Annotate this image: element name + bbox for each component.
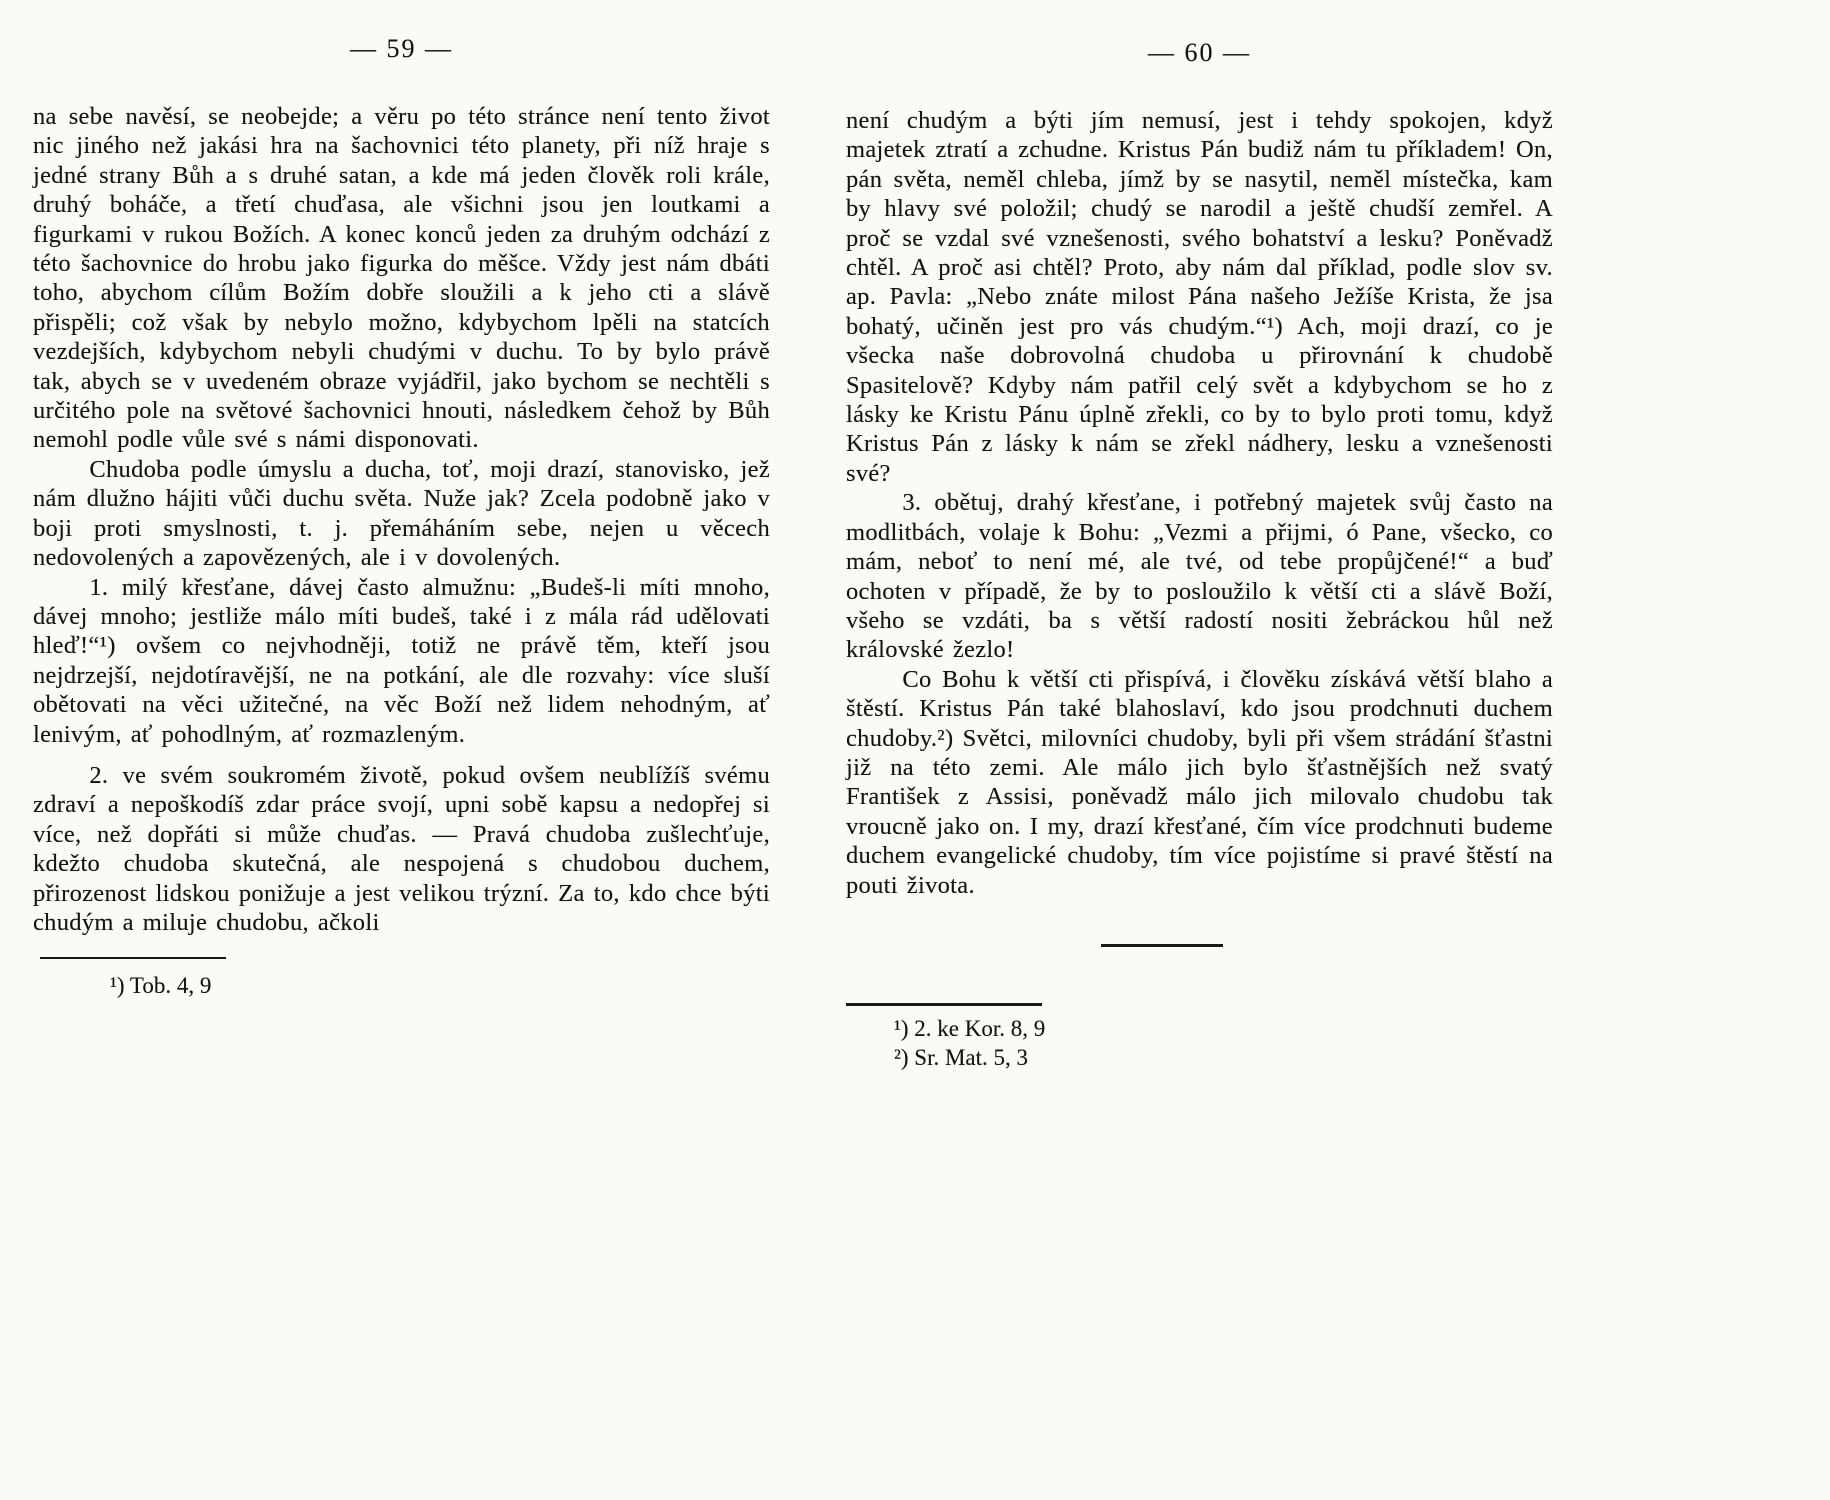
- footnote: ¹) Tob. 4, 9: [110, 973, 212, 999]
- footnote-rule: [846, 1003, 1042, 1006]
- footnote: ²) Sr. Mat. 5, 3: [894, 1044, 1029, 1070]
- paragraph: Chudoba podle úmyslu a ducha, toť, moji drazí, stanovisko, jež nám dlužno hájiti vůči duchu světa. Nuže jak? Zcela podobně jako v boji proti smyslnosti, t. j. přemáháním sebe, nejen u věcech nedovolených a zapovězených, ale i v dovolených.: [33, 455, 770, 572]
- footnote-rule: [40, 957, 226, 959]
- page-60: [846, 0, 1553, 1072]
- paragraph: 3. obětuj, drahý křesťane, i potřebný majetek svůj často na modlitbách, volaje k Bohu: „Vezmi a přijmi, ó Pane, všecko, co mám, neboť to není mé, ale tvé, od tebe propůjčené!“ a buď ochoten v případě, že by to posloužilo k větší cti a slávě Boží, všeho se vzdáti, ba s větší radostí nositi žebráckou hůl než královské žezlo!: [846, 489, 1553, 664]
- footnote-block-left: [33, 957, 770, 1000]
- paragraph: na sebe navěsí, se neobejde; a věru po této stránce není tento život nic jiného než jakási hra na šachovnici této planety, při níž hraje s jedné strany Bůh a s druhé satan, a kde má jeden člověk roli krále, druhý boháče, a třetí chuďasa, ale všichni jsou jen loutkami a figurkami v rukou Božích. A konec konců jeden za druhým odchází z této šachovnice do hrobu jako figurka do měšce. Vždy jest nám dbáti toho, abychom cílům Božím dobře sloužili a k jeho cti a slávě přispěli; což však by nebylo možno, kdybychom lpěli na statcích vezdejších, kdybychom nebyli chudými v duchu. To by bylo právě tak, abych se v uvedeném obraze vyjádřil, jako bychom se nechtěli s určitého pole na světové šachovnici hnouti, následkem čehož by Bůh nemohl podle vůle své s námi disponovati.: [33, 103, 770, 454]
- section-divider-rule: [1101, 944, 1223, 947]
- page-59: [33, 0, 770, 1000]
- paragraph: 1. milý křesťane, dávej často almužnu: „Budeš-li míti mnoho, dávej mnoho; jestliže málo míti budeš, také i z mála rád udělovati hleď!“¹) ovšem co nejvhodněji, totiž ne právě těm, kteří jsou nejdrzejší, nejdotíravější, ne na potkání, ale dle rozvahy: více sluší obětovati na věci užitečné, na věc Boží než lidem nehodným, ať lenivým, ať pohodlným, ať rozmazleným.: [33, 573, 770, 748]
- paragraph: 2. ve svém soukromém životě, pokud ovšem neublížíš svému zdraví a nepoškodíš zdar práce svojí, upni sobě kapsu a nedopřej si více, než dopřáti si může chuďas. — Pravá chudoba zušlechťuje, kdežto chudoba skutečná, ale nespojená s chudobou duchem, přirozenost lidskou ponižuje a jest velikou trýzní. Za to, kdo chce býti chudým a miluje chudobu, ačkoli: [33, 761, 770, 936]
- page-body-right: [846, 106, 1553, 900]
- page-number-left: — 59 —: [350, 34, 453, 63]
- footnote-block-right: [846, 1003, 1553, 1072]
- footnote: ¹) 2. ke Kor. 8, 9: [894, 1015, 1046, 1041]
- paragraph: Co Bohu k větší cti přispívá, i člověku získává větší blaho a štěstí. Kristus Pán také blahoslaví, kdo jsou prodchnuti duchem chudoby.²) Světci, milovníci chudoby, byli při všem strádání šťastni již na této zemi. Ale málo jich bylo šťastnějších než svatý František z Assisi, poněvadž málo jich milovalo chudobu tak vroucně jako on. I my, drazí křesťané, čím více prodchnuti budeme duchem evangelické chudoby, tím více pojistíme si pravé štěstí na pouti života.: [846, 665, 1553, 899]
- page-body-left: [33, 102, 770, 937]
- page-number-right: — 60 —: [1148, 38, 1251, 67]
- paragraph: není chudým a býti jím nemusí, jest i tehdy spokojen, když majetek ztratí a zchudne. Kristus Pán budiž nám tu příkladem! On, pán světa, neměl chleba, jímž by se nasytil, neměl místečka, kam by hlavy své položil; chudý se narodil a ještě chudší zemřel. A proč se vzdal své vznešenosti, svého bohatství a lesku? Poněvadž chtěl. A proč asi chtěl? Proto, aby nám dal příklad, podle slov sv. ap. Pavla: „Nebo znáte milost Pána našeho Ježíše Krista, že jsa bohatý, učiněn jest pro vás chudým.“¹) Ach, moji drazí, co je všecka naše dobrovolná chudoba u přirovnání k chudobě Spasitelově? Kdyby nám patřil celý svět a kdybychom se ho z lásky ke Kristu Pánu úplně zřekli, co by to bylo proti tomu, když Kristus Pán z lásky k nám se zřekl nádhery, lesku a vznešenosti své?: [846, 107, 1553, 487]
